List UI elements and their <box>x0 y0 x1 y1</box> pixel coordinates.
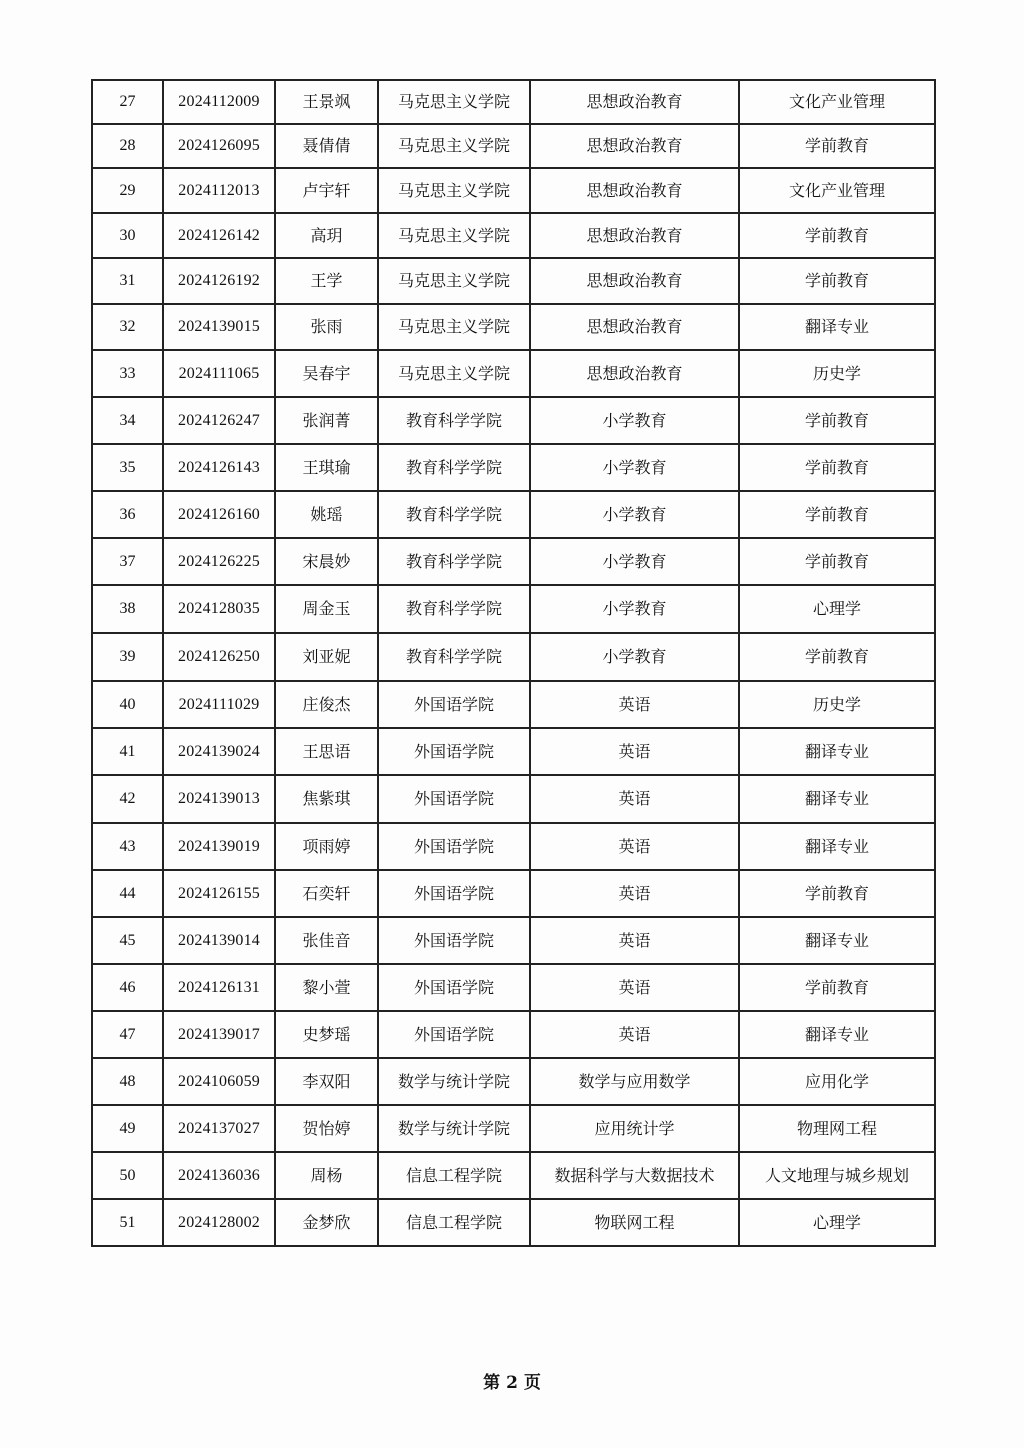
student-name-cell: 王思语 <box>275 728 378 775</box>
student-name-cell: 宋晨妙 <box>275 538 378 585</box>
college-cell: 教育科学学院 <box>378 444 530 491</box>
college-cell: 数学与统计学院 <box>378 1105 530 1152</box>
target-major-cell: 翻译专业 <box>739 917 935 964</box>
row-number-cell: 46 <box>92 964 163 1011</box>
table-row <box>92 124 935 168</box>
student-name-cell: 李双阳 <box>275 1058 378 1105</box>
college-cell: 教育科学学院 <box>378 538 530 585</box>
student-id-cell: 2024137027 <box>163 1105 275 1152</box>
student-name-cell: 黎小萱 <box>275 964 378 1011</box>
table-row <box>92 964 935 1011</box>
original-major-cell: 小学教育 <box>530 397 739 444</box>
student-id-cell: 2024126131 <box>163 964 275 1011</box>
table-row <box>92 444 935 491</box>
original-major-cell: 思想政治教育 <box>530 213 739 258</box>
student-id-cell: 2024126095 <box>163 124 275 168</box>
target-major-cell: 翻译专业 <box>739 1011 935 1058</box>
student-id-cell: 2024126225 <box>163 538 275 585</box>
college-cell: 数学与统计学院 <box>378 1058 530 1105</box>
college-cell: 外国语学院 <box>378 870 530 917</box>
target-major-cell: 学前教育 <box>739 964 935 1011</box>
table-row <box>92 728 935 775</box>
student-id-cell: 2024136036 <box>163 1152 275 1199</box>
college-cell: 马克思主义学院 <box>378 213 530 258</box>
college-cell: 马克思主义学院 <box>378 304 530 350</box>
target-major-cell: 学前教育 <box>739 258 935 304</box>
student-id-cell: 2024112013 <box>163 168 275 213</box>
student-id-cell: 2024139015 <box>163 304 275 350</box>
student-id-cell: 2024139013 <box>163 775 275 823</box>
table-row <box>92 258 935 304</box>
student-name-cell: 卢宇轩 <box>275 168 378 213</box>
college-cell: 外国语学院 <box>378 823 530 870</box>
row-number-cell: 43 <box>92 823 163 870</box>
target-major-cell: 人文地理与城乡规划 <box>739 1152 935 1199</box>
student-id-cell: 2024139024 <box>163 728 275 775</box>
original-major-cell: 英语 <box>530 728 739 775</box>
student-name-cell: 吴春宇 <box>275 350 378 397</box>
row-number-cell: 42 <box>92 775 163 823</box>
table-row <box>92 1152 935 1199</box>
transfer-roster-table <box>91 79 936 1247</box>
row-number-cell: 50 <box>92 1152 163 1199</box>
student-name-cell: 张雨 <box>275 304 378 350</box>
row-number-cell: 45 <box>92 917 163 964</box>
student-id-cell: 2024128035 <box>163 585 275 633</box>
table-row <box>92 633 935 681</box>
student-name-cell: 周杨 <box>275 1152 378 1199</box>
table-row <box>92 80 935 124</box>
target-major-cell: 学前教育 <box>739 397 935 444</box>
row-number-cell: 33 <box>92 350 163 397</box>
college-cell: 外国语学院 <box>378 728 530 775</box>
target-major-cell: 学前教育 <box>739 491 935 538</box>
student-id-cell: 2024126192 <box>163 258 275 304</box>
student-name-cell: 庄俊杰 <box>275 681 378 728</box>
original-major-cell: 思想政治教育 <box>530 80 739 124</box>
original-major-cell: 数据科学与大数据技术 <box>530 1152 739 1199</box>
original-major-cell: 小学教育 <box>530 538 739 585</box>
student-id-cell: 2024111029 <box>163 681 275 728</box>
target-major-cell: 学前教育 <box>739 870 935 917</box>
original-major-cell: 英语 <box>530 681 739 728</box>
college-cell: 外国语学院 <box>378 775 530 823</box>
target-major-cell: 文化产业管理 <box>739 80 935 124</box>
table-row <box>92 491 935 538</box>
college-cell: 马克思主义学院 <box>378 124 530 168</box>
student-name-cell: 王学 <box>275 258 378 304</box>
row-number-cell: 41 <box>92 728 163 775</box>
student-name-cell: 石奕轩 <box>275 870 378 917</box>
student-id-cell: 2024128002 <box>163 1199 275 1246</box>
row-number-cell: 27 <box>92 80 163 124</box>
page-number: 第 2 页 <box>483 1373 541 1393</box>
target-major-cell: 翻译专业 <box>739 775 935 823</box>
college-cell: 信息工程学院 <box>378 1199 530 1246</box>
student-name-cell: 贺怡婷 <box>275 1105 378 1152</box>
row-number-cell: 31 <box>92 258 163 304</box>
original-major-cell: 应用统计学 <box>530 1105 739 1152</box>
student-name-cell: 焦紫琪 <box>275 775 378 823</box>
student-id-cell: 2024112009 <box>163 80 275 124</box>
table-row <box>92 1011 935 1058</box>
table-body <box>92 80 935 1246</box>
table-row <box>92 585 935 633</box>
table-row <box>92 213 935 258</box>
student-id-cell: 2024139019 <box>163 823 275 870</box>
original-major-cell: 小学教育 <box>530 633 739 681</box>
college-cell: 外国语学院 <box>378 681 530 728</box>
table-row <box>92 870 935 917</box>
college-cell: 马克思主义学院 <box>378 258 530 304</box>
table-row <box>92 1105 935 1152</box>
student-name-cell: 刘亚妮 <box>275 633 378 681</box>
table-row <box>92 397 935 444</box>
college-cell: 马克思主义学院 <box>378 168 530 213</box>
college-cell: 外国语学院 <box>378 1011 530 1058</box>
college-cell: 信息工程学院 <box>378 1152 530 1199</box>
target-major-cell: 学前教育 <box>739 213 935 258</box>
student-id-cell: 2024126250 <box>163 633 275 681</box>
original-major-cell: 小学教育 <box>530 585 739 633</box>
target-major-cell: 心理学 <box>739 585 935 633</box>
target-major-cell: 翻译专业 <box>739 823 935 870</box>
original-major-cell: 英语 <box>530 964 739 1011</box>
target-major-cell: 学前教育 <box>739 538 935 585</box>
original-major-cell: 英语 <box>530 1011 739 1058</box>
college-cell: 教育科学学院 <box>378 491 530 538</box>
original-major-cell: 英语 <box>530 870 739 917</box>
college-cell: 外国语学院 <box>378 917 530 964</box>
student-name-cell: 周金玉 <box>275 585 378 633</box>
row-number-cell: 37 <box>92 538 163 585</box>
target-major-cell: 物理网工程 <box>739 1105 935 1152</box>
original-major-cell: 数学与应用数学 <box>530 1058 739 1105</box>
student-name-cell: 项雨婷 <box>275 823 378 870</box>
row-number-cell: 48 <box>92 1058 163 1105</box>
table-row <box>92 681 935 728</box>
row-number-cell: 36 <box>92 491 163 538</box>
row-number-cell: 47 <box>92 1011 163 1058</box>
row-number-cell: 40 <box>92 681 163 728</box>
student-id-cell: 2024126143 <box>163 444 275 491</box>
student-name-cell: 金梦欣 <box>275 1199 378 1246</box>
target-major-cell: 学前教育 <box>739 633 935 681</box>
original-major-cell: 英语 <box>530 823 739 870</box>
original-major-cell: 物联网工程 <box>530 1199 739 1246</box>
row-number-cell: 35 <box>92 444 163 491</box>
student-id-cell: 2024111065 <box>163 350 275 397</box>
original-major-cell: 小学教育 <box>530 444 739 491</box>
original-major-cell: 思想政治教育 <box>530 124 739 168</box>
student-id-cell: 2024139017 <box>163 1011 275 1058</box>
student-name-cell: 张佳音 <box>275 917 378 964</box>
row-number-cell: 34 <box>92 397 163 444</box>
college-cell: 外国语学院 <box>378 964 530 1011</box>
student-name-cell: 张润菁 <box>275 397 378 444</box>
table-row <box>92 168 935 213</box>
row-number-cell: 30 <box>92 213 163 258</box>
original-major-cell: 小学教育 <box>530 491 739 538</box>
student-name-cell: 王景飒 <box>275 80 378 124</box>
row-number-cell: 28 <box>92 124 163 168</box>
table-row <box>92 304 935 350</box>
college-cell: 教育科学学院 <box>378 397 530 444</box>
target-major-cell: 翻译专业 <box>739 304 935 350</box>
table-row <box>92 775 935 823</box>
table-row <box>92 823 935 870</box>
table-row <box>92 1058 935 1105</box>
table-row <box>92 350 935 397</box>
table-row <box>92 1199 935 1246</box>
table-row <box>92 538 935 585</box>
student-id-cell: 2024126160 <box>163 491 275 538</box>
original-major-cell: 思想政治教育 <box>530 350 739 397</box>
student-name-cell: 高玥 <box>275 213 378 258</box>
row-number-cell: 51 <box>92 1199 163 1246</box>
student-id-cell: 2024139014 <box>163 917 275 964</box>
student-id-cell: 2024126142 <box>163 213 275 258</box>
target-major-cell: 应用化学 <box>739 1058 935 1105</box>
student-name-cell: 聂倩倩 <box>275 124 378 168</box>
target-major-cell: 学前教育 <box>739 444 935 491</box>
student-name-cell: 史梦瑶 <box>275 1011 378 1058</box>
row-number-cell: 38 <box>92 585 163 633</box>
original-major-cell: 思想政治教育 <box>530 304 739 350</box>
college-cell: 教育科学学院 <box>378 585 530 633</box>
row-number-cell: 29 <box>92 168 163 213</box>
original-major-cell: 思想政治教育 <box>530 168 739 213</box>
student-name-cell: 姚瑶 <box>275 491 378 538</box>
target-major-cell: 历史学 <box>739 350 935 397</box>
target-major-cell: 历史学 <box>739 681 935 728</box>
row-number-cell: 32 <box>92 304 163 350</box>
college-cell: 马克思主义学院 <box>378 80 530 124</box>
target-major-cell: 心理学 <box>739 1199 935 1246</box>
original-major-cell: 英语 <box>530 775 739 823</box>
target-major-cell: 文化产业管理 <box>739 168 935 213</box>
target-major-cell: 学前教育 <box>739 124 935 168</box>
row-number-cell: 49 <box>92 1105 163 1152</box>
student-name-cell: 王琪瑜 <box>275 444 378 491</box>
college-cell: 教育科学学院 <box>378 633 530 681</box>
row-number-cell: 39 <box>92 633 163 681</box>
student-id-cell: 2024126247 <box>163 397 275 444</box>
table-row <box>92 917 935 964</box>
original-major-cell: 思想政治教育 <box>530 258 739 304</box>
student-id-cell: 2024126155 <box>163 870 275 917</box>
target-major-cell: 翻译专业 <box>739 728 935 775</box>
college-cell: 马克思主义学院 <box>378 350 530 397</box>
row-number-cell: 44 <box>92 870 163 917</box>
student-id-cell: 2024106059 <box>163 1058 275 1105</box>
original-major-cell: 英语 <box>530 917 739 964</box>
